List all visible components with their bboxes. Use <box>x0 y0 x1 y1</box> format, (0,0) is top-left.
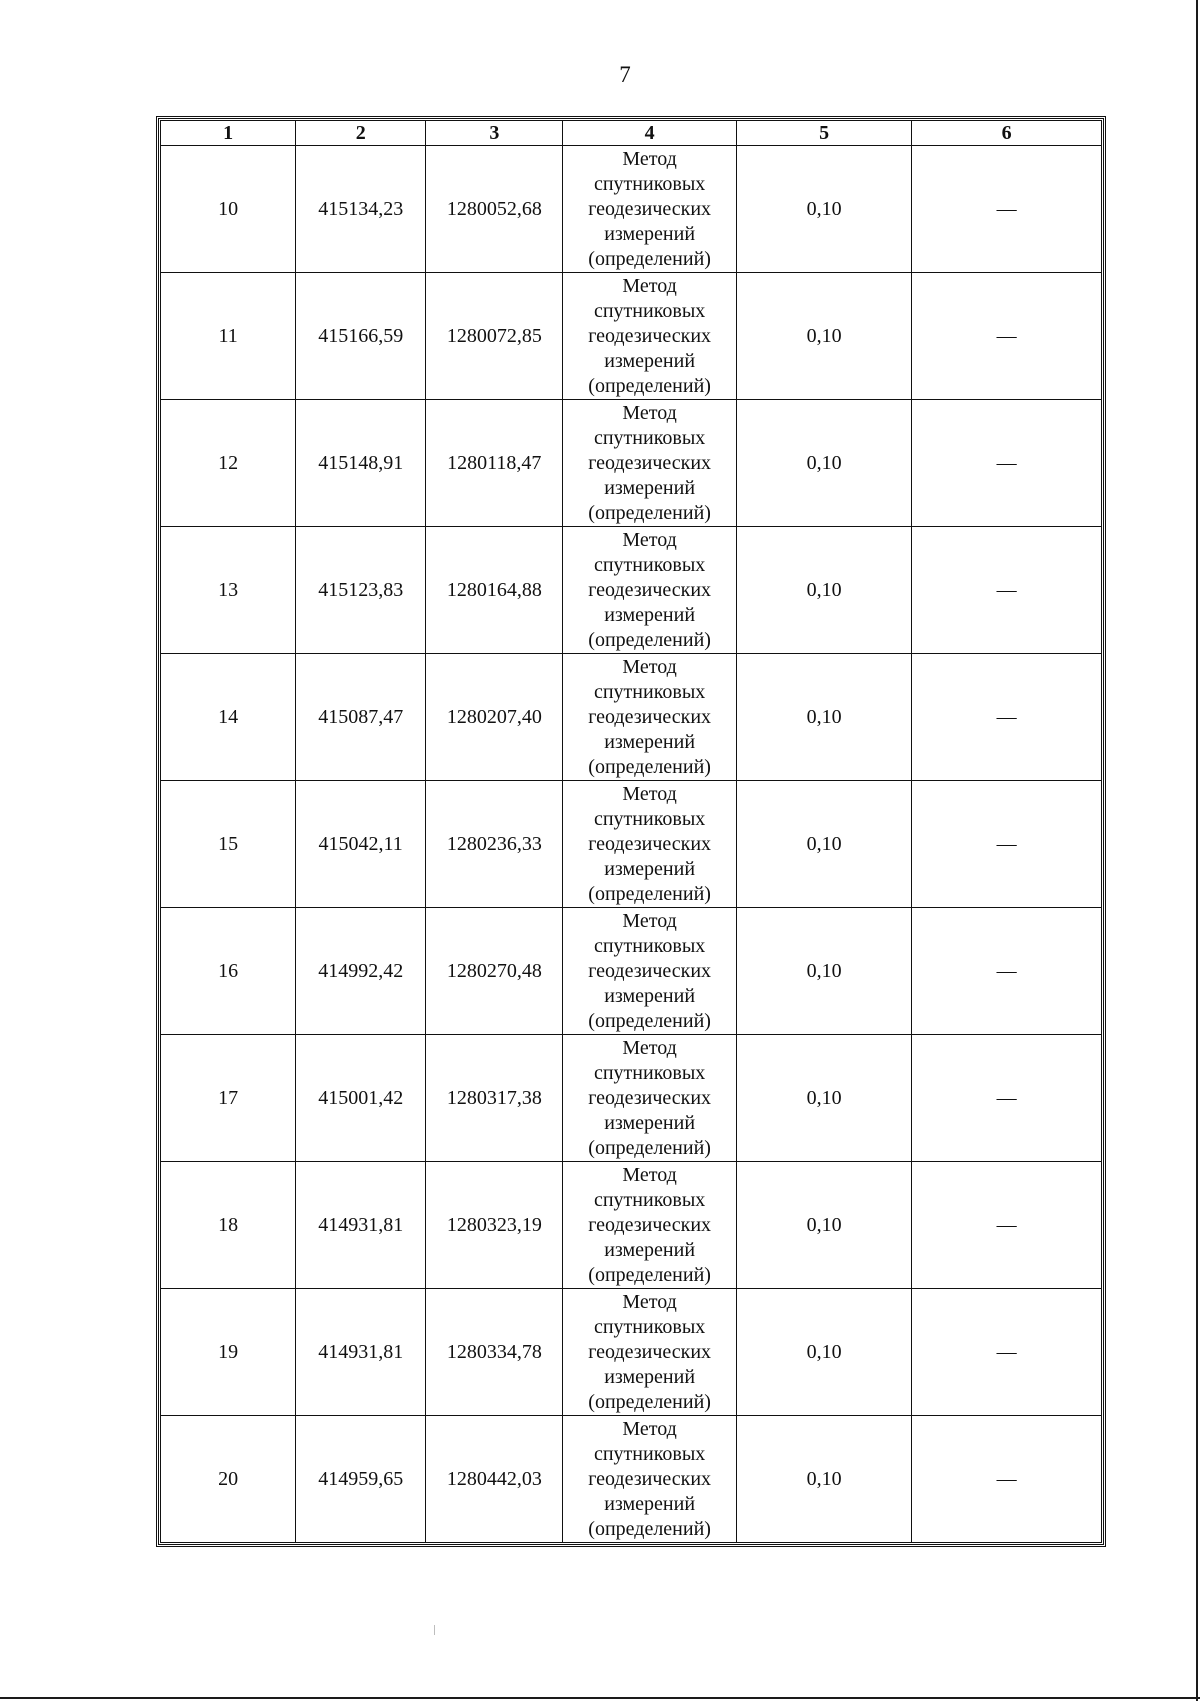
column-header-2: 2 <box>296 121 426 146</box>
method-line: измерений <box>604 603 696 626</box>
method-line: Метод <box>622 655 677 678</box>
method-line: спутниковых <box>593 172 706 195</box>
point-number-cell: 11 <box>161 273 296 400</box>
page-border-right <box>1196 0 1198 1701</box>
x-coordinate-cell: 415042,11 <box>296 781 426 908</box>
y-coordinate-cell: 1280052,68 <box>426 146 563 273</box>
method-line: Метод <box>622 1036 677 1059</box>
method-line: спутниковых <box>593 1315 706 1338</box>
method-line: (определений) <box>588 1390 711 1413</box>
method-line: (определений) <box>588 755 711 778</box>
method-line: измерений <box>604 1111 696 1134</box>
note-cell: — <box>912 1035 1102 1162</box>
method-line: (определений) <box>588 882 711 905</box>
method-line: геодезических <box>588 1467 712 1490</box>
method-line: спутниковых <box>593 1442 706 1465</box>
point-number-cell: 16 <box>161 908 296 1035</box>
page-number: 7 <box>619 62 631 87</box>
x-coordinate-cell: 414959,65 <box>296 1416 426 1543</box>
method-cell <box>563 273 736 400</box>
note-cell: — <box>912 1416 1102 1543</box>
table-row <box>161 527 1102 654</box>
method-line: геодезических <box>588 451 712 474</box>
x-coordinate-cell: 415148,91 <box>296 400 426 527</box>
note-cell: — <box>912 400 1102 527</box>
method-line: Метод <box>622 1417 677 1440</box>
column-header-3: 3 <box>426 121 563 146</box>
note-cell: — <box>912 1289 1102 1416</box>
note-cell: — <box>912 654 1102 781</box>
y-coordinate-cell: 1280334,78 <box>426 1289 563 1416</box>
method-line: геодезических <box>588 1213 712 1236</box>
point-number-cell: 14 <box>161 654 296 781</box>
note-cell: — <box>912 146 1102 273</box>
precision-cell: 0,10 <box>736 908 911 1035</box>
method-line: спутниковых <box>593 807 706 830</box>
method-line: (определений) <box>588 1136 711 1159</box>
method-line: измерений <box>604 476 696 499</box>
table-row <box>161 654 1102 781</box>
table-row <box>161 1035 1102 1162</box>
method-line: (определений) <box>588 1517 711 1540</box>
y-coordinate-cell: 1280442,03 <box>426 1416 563 1543</box>
table-row <box>161 1416 1102 1543</box>
method-line: (определений) <box>588 501 711 524</box>
point-number-cell: 10 <box>161 146 296 273</box>
method-line: измерений <box>604 349 696 372</box>
method-line: спутниковых <box>593 1061 706 1084</box>
x-coordinate-cell: 414931,81 <box>296 1162 426 1289</box>
method-line: измерений <box>604 730 696 753</box>
method-cell <box>563 1289 736 1416</box>
method-line: измерений <box>604 1492 696 1515</box>
y-coordinate-cell: 1280270,48 <box>426 908 563 1035</box>
method-line: измерений <box>604 1365 696 1388</box>
table-row <box>161 146 1102 273</box>
method-line: Метод <box>622 1163 677 1186</box>
point-number-cell: 18 <box>161 1162 296 1289</box>
precision-cell: 0,10 <box>736 400 911 527</box>
x-coordinate-cell: 414931,81 <box>296 1289 426 1416</box>
method-line: спутниковых <box>593 299 706 322</box>
table-row <box>161 908 1102 1035</box>
point-number-cell: 19 <box>161 1289 296 1416</box>
method-line: Метод <box>622 1290 677 1313</box>
precision-cell: 0,10 <box>736 146 911 273</box>
method-cell <box>563 146 736 273</box>
y-coordinate-cell: 1280164,88 <box>426 527 563 654</box>
column-header-4: 4 <box>563 121 736 146</box>
x-coordinate-cell: 415134,23 <box>296 146 426 273</box>
precision-cell: 0,10 <box>736 527 911 654</box>
method-line: геодезических <box>588 1340 712 1363</box>
point-number-cell: 20 <box>161 1416 296 1543</box>
y-coordinate-cell: 1280236,33 <box>426 781 563 908</box>
x-coordinate-cell: 415087,47 <box>296 654 426 781</box>
method-line: геодезических <box>588 197 712 220</box>
method-line: Метод <box>622 274 677 297</box>
method-line: измерений <box>604 857 696 880</box>
coordinates-table <box>160 120 1102 1543</box>
method-line: геодезических <box>588 832 712 855</box>
note-cell: — <box>912 273 1102 400</box>
method-line: Метод <box>622 147 677 170</box>
method-line: геодезических <box>588 959 712 982</box>
method-line: измерений <box>604 984 696 1007</box>
method-line: (определений) <box>588 374 711 397</box>
method-cell <box>563 1162 736 1289</box>
x-coordinate-cell: 414992,42 <box>296 908 426 1035</box>
x-coordinate-cell: 415123,83 <box>296 527 426 654</box>
method-cell <box>563 781 736 908</box>
method-cell <box>563 527 736 654</box>
scan-artifact <box>434 1625 435 1635</box>
method-line: спутниковых <box>593 553 706 576</box>
method-cell <box>563 908 736 1035</box>
method-line: (определений) <box>588 1263 711 1286</box>
method-line: измерений <box>604 1238 696 1261</box>
method-line: геодезических <box>588 324 712 347</box>
x-coordinate-cell: 415166,59 <box>296 273 426 400</box>
column-header-5: 5 <box>736 121 911 146</box>
method-line: Метод <box>622 782 677 805</box>
method-line: (определений) <box>588 628 711 651</box>
method-cell <box>563 654 736 781</box>
table-row <box>161 400 1102 527</box>
method-line: геодезических <box>588 705 712 728</box>
y-coordinate-cell: 1280118,47 <box>426 400 563 527</box>
y-coordinate-cell: 1280072,85 <box>426 273 563 400</box>
precision-cell: 0,10 <box>736 273 911 400</box>
coordinates-table-frame <box>156 116 1106 1547</box>
method-line: (определений) <box>588 1009 711 1032</box>
note-cell: — <box>912 1162 1102 1289</box>
method-line: спутниковых <box>593 1188 706 1211</box>
method-line: спутниковых <box>593 934 706 957</box>
method-line: Метод <box>622 528 677 551</box>
method-cell <box>563 400 736 527</box>
x-coordinate-cell: 415001,42 <box>296 1035 426 1162</box>
method-line: геодезических <box>588 578 712 601</box>
method-line: спутниковых <box>593 680 706 703</box>
point-number-cell: 17 <box>161 1035 296 1162</box>
precision-cell: 0,10 <box>736 1416 911 1543</box>
point-number-cell: 12 <box>161 400 296 527</box>
note-cell: — <box>912 908 1102 1035</box>
method-line: Метод <box>622 401 677 424</box>
y-coordinate-cell: 1280323,19 <box>426 1162 563 1289</box>
page-border-bottom <box>0 1697 1200 1699</box>
method-line: спутниковых <box>593 426 706 449</box>
point-number-cell: 13 <box>161 527 296 654</box>
y-coordinate-cell: 1280317,38 <box>426 1035 563 1162</box>
note-cell: — <box>912 527 1102 654</box>
y-coordinate-cell: 1280207,40 <box>426 654 563 781</box>
table-body <box>161 146 1102 1543</box>
method-cell <box>563 1035 736 1162</box>
method-line: (определений) <box>588 247 711 270</box>
column-header-1: 1 <box>161 121 296 146</box>
table-row <box>161 1162 1102 1289</box>
point-number-cell: 15 <box>161 781 296 908</box>
note-cell: — <box>912 781 1102 908</box>
precision-cell: 0,10 <box>736 654 911 781</box>
table-row <box>161 781 1102 908</box>
precision-cell: 0,10 <box>736 1289 911 1416</box>
precision-cell: 0,10 <box>736 1162 911 1289</box>
method-line: Метод <box>622 909 677 932</box>
column-header-6: 6 <box>912 121 1102 146</box>
table-row <box>161 1289 1102 1416</box>
method-line: геодезических <box>588 1086 712 1109</box>
table-header-row <box>161 121 1102 146</box>
method-line: измерений <box>604 222 696 245</box>
precision-cell: 0,10 <box>736 1035 911 1162</box>
table-row <box>161 273 1102 400</box>
method-cell <box>563 1416 736 1543</box>
precision-cell: 0,10 <box>736 781 911 908</box>
